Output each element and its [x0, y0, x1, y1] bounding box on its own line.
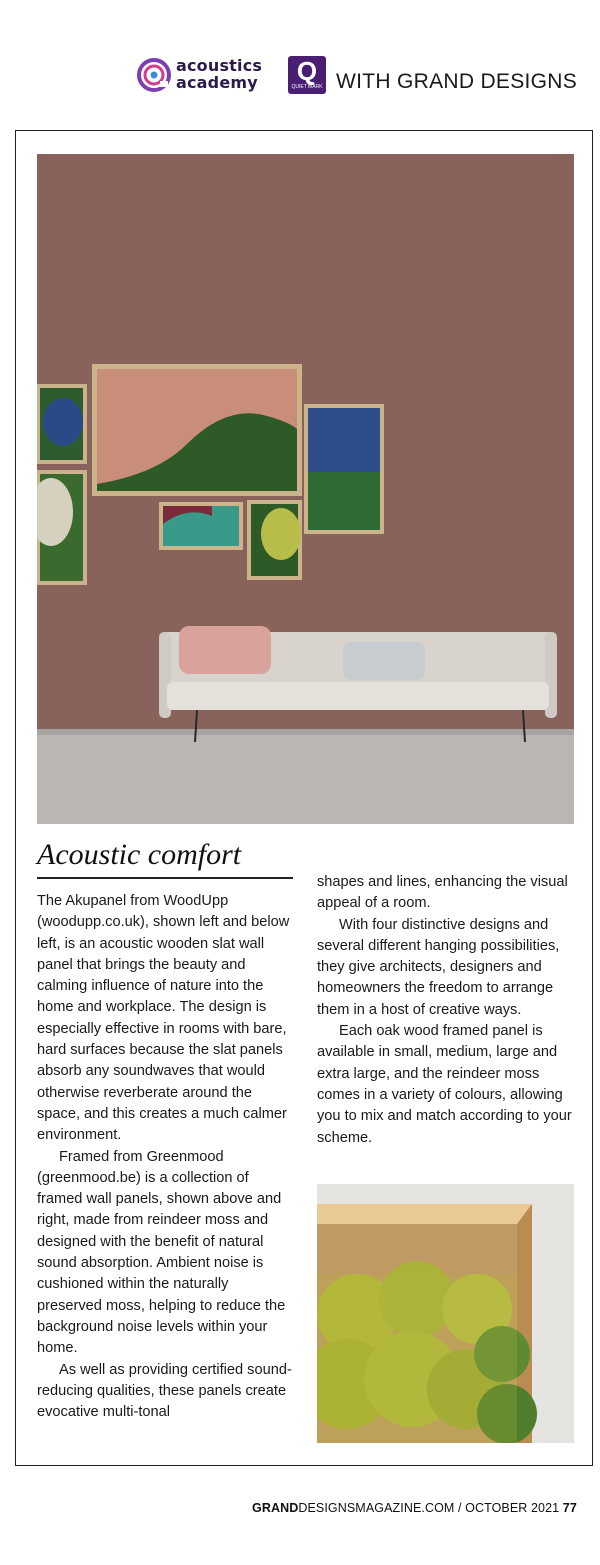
heading-rule — [37, 877, 293, 879]
page-number: 77 — [562, 1501, 577, 1515]
paragraph: With four distinctive designs and several different hanging possibilities, they give architects, designers and homeowners the freedom to arrange them in a host of creative ways. — [317, 916, 560, 1018]
paragraph: Framed from Greenmood (greenmood.be) is a collection of framed wall panels, shown above and right, made from reindeer moss and designed with the benefit of natural sound absorption. Ambient noise is cushioned within the naturally preserved moss, helping to reduce the background noise levels within your home. — [37, 1148, 286, 1357]
header-tagline: WITH GRAND DESIGNS — [336, 70, 578, 93]
badge-letter: Q — [296, 56, 318, 86]
article-heading: Acoustic comfort — [37, 838, 242, 871]
badge-subtext: QUIET MARK — [291, 84, 323, 90]
paragraph: shapes and lines, enhancing the visual appeal of a room. — [317, 874, 568, 912]
text-column-right — [317, 872, 573, 1149]
text-column-left — [37, 891, 293, 1423]
paragraph: The Akupanel from WoodUpp (woodupp.co.uk), shown left and below left, is an acoustic wooden slat wall panel that brings the beauty and calming influence of nature into the home and workplace. The design is especially effective in rooms with bare, hard surfaces because the slat panels absorb any soundwaves that would otherwise reverberate around the space, and this creates a much calmer environment. — [37, 893, 290, 1144]
page-footer — [252, 1501, 577, 1515]
logo-line-2: academy — [176, 73, 258, 92]
moss-panel-closeup-photo — [317, 1184, 574, 1443]
footer-site-date: DESIGNSMAGAZINE.COM / OCTOBER 2021 — [298, 1501, 563, 1515]
paragraph: As well as providing certified sound-reducing qualities, these panels create evocative multi-tonal — [37, 1361, 292, 1421]
logo-wordmark — [176, 57, 284, 91]
paragraph: Each oak wood framed panel is available in small, medium, large and extra large, and the reindeer moss comes in a variety of colours, allowing you to mix and match according to your scheme. — [317, 1023, 572, 1146]
footer-brand-bold: GRAND — [252, 1501, 299, 1515]
quiet-mark-badge — [288, 56, 326, 94]
acoustics-academy-logo-icon — [136, 57, 172, 93]
logo-line-1: acoustics — [176, 56, 263, 75]
living-room-moss-panels-photo — [37, 154, 574, 824]
